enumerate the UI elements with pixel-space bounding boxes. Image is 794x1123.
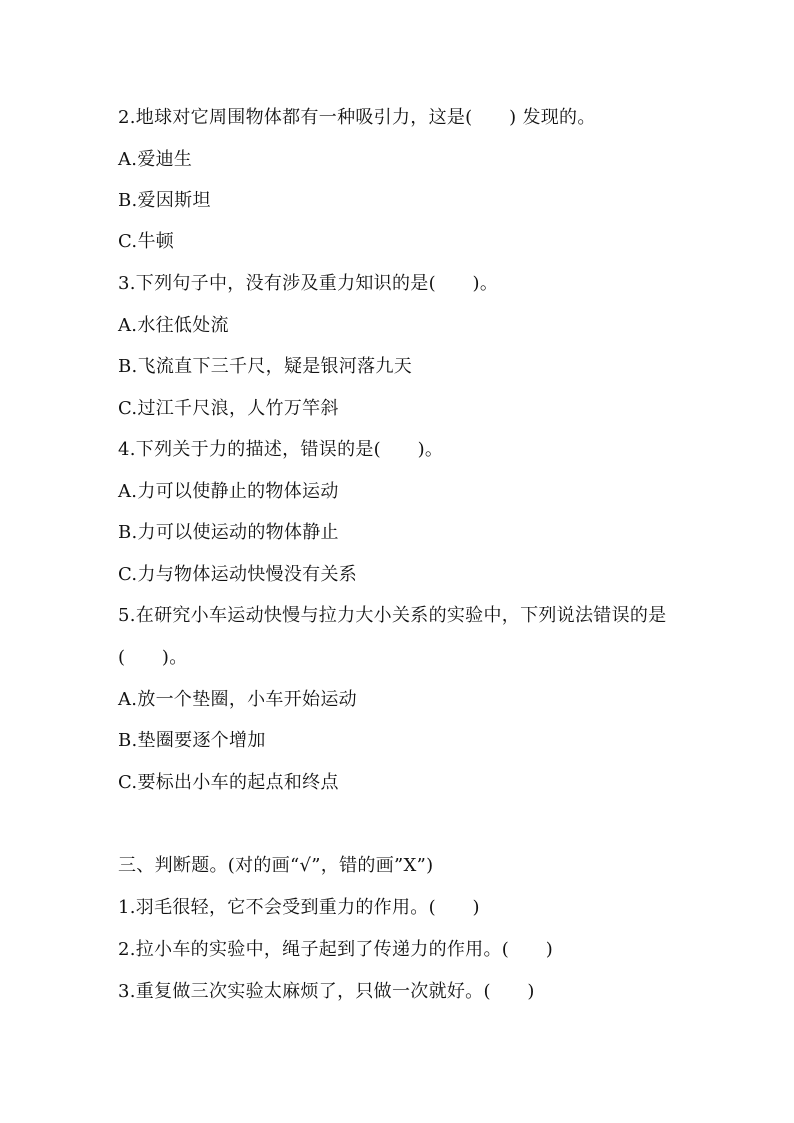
option-b: B.爱因斯坦 [118,190,211,211]
option-b: B.飞流直下三千尺，疑是银河落九天 [118,356,413,377]
option-a: A.爱迪生 [118,149,193,170]
option-c: C.牛顿 [118,231,175,252]
question-stem-continued: ( )。 [118,647,188,668]
judgment-item-2: 2.拉小车的实验中，绳子起到了传递力的作用。( ) [118,939,554,960]
option-b: B.垫圈要逐个增加 [118,730,266,751]
option-c: C.力与物体运动快慢没有关系 [118,564,358,585]
question-stem: 2.地球对它周围物体都有一种吸引力，这是( ) 发现的。 [118,107,596,128]
option-a: A.水往低处流 [118,315,229,336]
question-stem: 5.在研究小车运动快慢与拉力大小关系的实验中，下列说法错误的是 [118,605,667,626]
option-c: C.过江千尺浪，人竹万竿斜 [118,398,339,419]
judgment-item-3: 3.重复做三次实验太麻烦了，只做一次就好。( ) [118,981,535,1002]
option-a: A.放一个垫圈，小车开始运动 [118,689,357,710]
section-heading: 三、判断题。(对的画“√”，错的画”X”) [118,855,434,876]
judgment-item-1: 1.羽毛很轻，它不会受到重力的作用。( ) [118,897,480,918]
option-c: C.要标出小车的起点和终点 [118,772,339,793]
option-b: B.力可以使运动的物体静止 [118,522,339,543]
question-stem: 3.下列句子中，没有涉及重力知识的是( )。 [118,273,499,294]
option-a: A.力可以使静止的物体运动 [118,481,339,502]
question-stem: 4.下列关于力的描述，错误的是( )。 [118,439,444,460]
